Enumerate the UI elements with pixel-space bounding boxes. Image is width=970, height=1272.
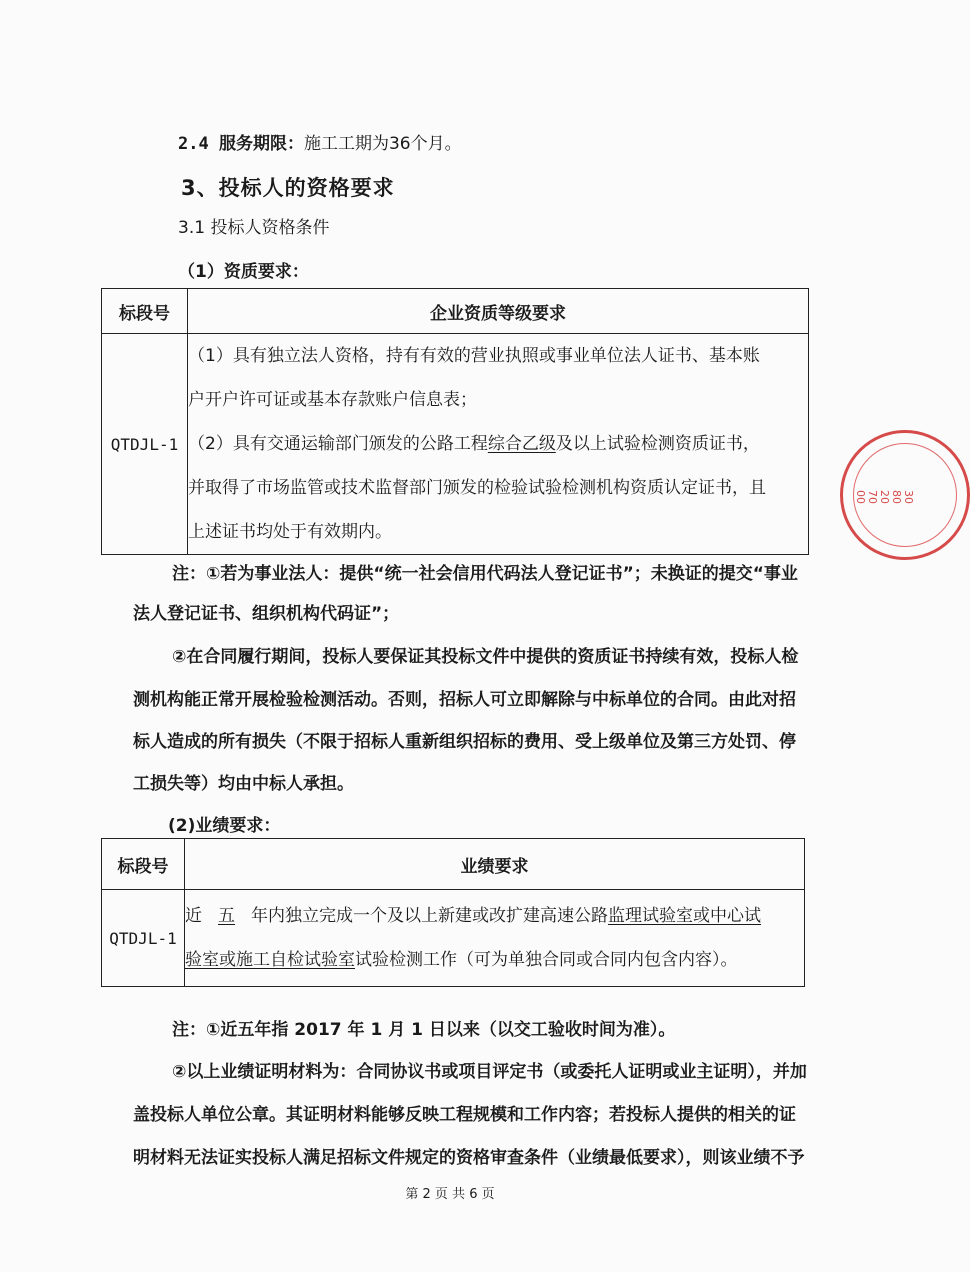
requirement-cell bbox=[188, 334, 809, 555]
requirement-line: （1）具有独立法人资格，持有有效的营业执照或事业单位法人证书、基本账 bbox=[188, 346, 760, 366]
service-period-text: 施工工期为36个月。 bbox=[303, 134, 462, 154]
service-period-line bbox=[178, 132, 462, 156]
table-header-requirement: 企业资质等级要求 bbox=[188, 289, 809, 334]
section-code-cell: QTDJL-1 bbox=[102, 890, 185, 987]
performance-label: (2)业绩要求： bbox=[168, 816, 281, 836]
service-period-label: 2.4 服务期限： bbox=[178, 134, 304, 154]
note-line: 法人登记证书、组织机构代码证”； bbox=[133, 604, 400, 624]
page-footer: 第 2 页 共 6 页 bbox=[405, 1187, 495, 1202]
qualification-conditions: 3.1 投标人资格条件 bbox=[178, 218, 330, 238]
note-line: 注：①近五年指 2017 年 1 月 1 日以来（以交工验收时间为准）。 bbox=[172, 1020, 676, 1040]
note-line: 注：①若为事业法人：提供“统一社会信用代码法人登记证书”；未换证的提交“事业 bbox=[172, 564, 798, 584]
note-line: 明材料无法证实投标人满足招标文件规定的资格审查条件（业绩最低要求），则该业绩不予 bbox=[133, 1148, 805, 1168]
table-header-section-code: 标段号 bbox=[102, 289, 188, 334]
note-line: 工损失等）均由中标人承担。 bbox=[133, 774, 354, 794]
table-header-row bbox=[102, 289, 809, 334]
qualification-heading: 3、投标人的资格要求 bbox=[181, 176, 395, 200]
note-line: 盖投标人单位公章。其证明材料能够反映工程规模和工作内容；若投标人提供的相关的证 bbox=[133, 1105, 796, 1125]
performance-text: 试验检测工作（可为单独合同或合同内包含内容）。 bbox=[355, 950, 738, 970]
stamp-text: 3080207000 bbox=[854, 490, 915, 504]
requirement-line bbox=[188, 422, 808, 466]
requirement-line: 户开户许可证或基本存款账户信息表； bbox=[188, 390, 477, 410]
performance-line bbox=[185, 938, 804, 982]
requirement-line: 上述证书均处于有效期内。 bbox=[188, 522, 392, 542]
requirement-text: 及以上试验检测资质证书， bbox=[555, 434, 760, 454]
seal-stamp-icon bbox=[840, 430, 970, 560]
table-header-row bbox=[102, 839, 805, 890]
performance-text: 近 bbox=[185, 906, 202, 926]
performance-line bbox=[185, 894, 804, 938]
table-header-performance: 业绩要求 bbox=[185, 839, 805, 890]
requirement-text: （2）具有交通运输部门颁发的公路工程 bbox=[188, 434, 488, 454]
note-line: 测机构能正常开展检验检测活动。否则，招标人可立即解除与中标单位的合同。由此对招 bbox=[133, 690, 796, 710]
table-row bbox=[102, 890, 805, 987]
note-line: 标人造成的所有损失（不限于招标人重新组织招标的费用、受上级单位及第三方处罚、停 bbox=[133, 732, 796, 752]
performance-cell bbox=[185, 890, 805, 987]
table-header-section-code: 标段号 bbox=[102, 839, 185, 890]
table-row bbox=[102, 334, 809, 555]
underlined-lab-type: 验室或施工自检试验室 bbox=[185, 950, 355, 970]
performance-text: 年内独立完成一个及以上新建或改扩建高速公路 bbox=[251, 906, 608, 926]
note-line: ②在合同履行期间，投标人要保证其投标文件中提供的资质证书持续有效，投标人检 bbox=[172, 647, 799, 667]
section-code-cell: QTDJL-1 bbox=[102, 334, 188, 555]
aptitude-table bbox=[101, 288, 809, 555]
aptitude-label: （1）资质要求： bbox=[178, 262, 309, 282]
performance-table bbox=[101, 838, 805, 987]
note-line: ②以上业绩证明材料为：合同协议书或项目评定书（或委托人证明或业主证明），并加 bbox=[172, 1062, 807, 1082]
underlined-lab-type: 监理试验室或中心试 bbox=[608, 906, 761, 926]
requirement-line: 并取得了市场监管或技术监督部门颁发的检验试验检测机构资质认定证书，且 bbox=[188, 478, 766, 498]
underlined-grade: 综合乙级 bbox=[487, 434, 556, 454]
years-value: 五 bbox=[218, 906, 235, 926]
